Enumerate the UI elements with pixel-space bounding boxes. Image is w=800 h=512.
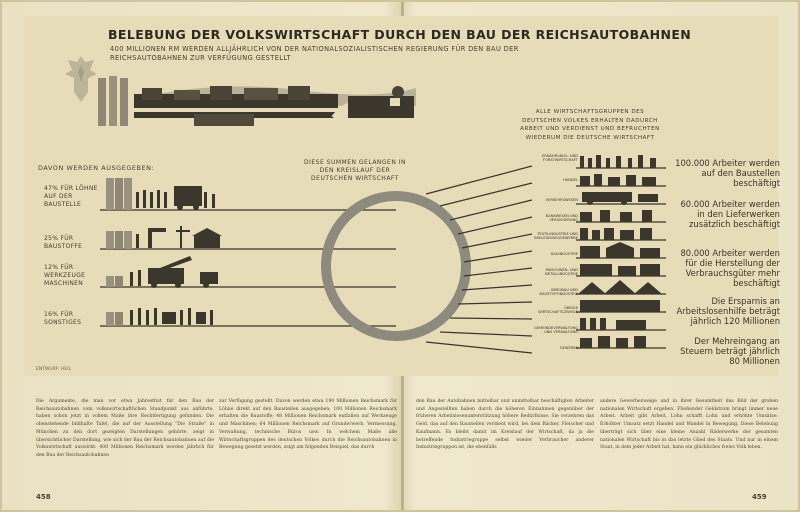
allocation-label-machines: 12% FÜR WERKZEUGE MASCHINEN [44, 264, 86, 287]
economy-ring [326, 196, 466, 336]
stat-supplier-workers: 60.000 Arbeiter werden in den Lieferwerken zusätzlich beschäftigt [680, 199, 780, 229]
sector-label: GEWERBE [559, 346, 578, 350]
page-number-left: 458 [36, 493, 51, 501]
sector-label: TEXTILINDUSTRIE UND BEKLEIDUNGSGEWERBE [534, 232, 578, 241]
sector-label: MASCHINEN- UND METALLINDUSTRIE [544, 268, 578, 277]
construction-panorama [98, 76, 416, 132]
sector-label: ERNÄHRUNGS- UND FORSTWIRTSCHAFT [541, 154, 578, 163]
sector-label: BANKWESEN UND VERSICHERUNG [545, 214, 578, 223]
sectors-intro: ALLE WIRTSCHAFTSGRUPPEN DES DEUTSCHEN VOLKES ERHALTEN DADURCH ARBEIT UND VERDIENST UND BEFRUCHTEN WIEDERUM DIE DEUTSCHE WIRTSCHAFT [520, 109, 660, 141]
design-credit: ENTWURF: HEIL [36, 367, 72, 372]
allocation-label-misc: 16% FÜR SONSTIGES [44, 311, 82, 326]
body-text-column-3: den Bau der Autobahnen mittelbar und unmittelbar beschäftigten Arbeiter und Angestellten haben durch die höheren Einnahmen gegenüber der früheren Arbeitslosenunterstützung höhere Bedürfnisse. Sie verzehren das Geld, das auf den Baustellen verdient wird, bei dem Bäcker, Fleischer und Kaufmann. Es bleibt damit im Kreislauf der Wirtschaft, da ja die betreffende Industriegruppe selbst wieder Verbraucher anderer Industriegruppen ist, die ebenfalls [416, 399, 594, 451]
circulation-note: DIESE SUMMEN GELANGEN IN DEN KREISLAUF DER DEUTSCHEN WIRTSCHAFT [303, 159, 407, 182]
stat-tax-revenue: Der Mehreingang an Steuern beträgt jährlich 80 Millionen [680, 336, 780, 366]
sector-label: BERGBAU UND BAUSTOFFINDUSTRIE [539, 288, 578, 297]
sector-label: GEMEINDEVERWALTUNG UND VERWALTUNG [534, 326, 578, 335]
body-text-column-4: andere Gewerbezweige und in ihrer Gesamtheit das Bild der großen nationalen Wirtschaft ergeben. Fließender Geldstrom bringt immer neue Arbeit. Arbeit gibt Arbeit, Lohn schafft Lohn und erhöhte Umsätze. Erhöhter Umsatz setzt Handel und Wandel in Bewegung. Diese Belebung überträgt sich über eine kleine Anzahl Räderwerke der gesamten nationalen Wirtschaft bis in das letzte Glied des Staats. Und nur in einem Staat, in dem jeder Arbeit hat, kann ein glückliches freies Volk leben. [600, 399, 778, 451]
allocation-label-materials: 25% FÜR BAUSTOFFE [44, 235, 83, 250]
allocation-label-wages: 47% FÜR LÖHNE AUF DER BAUSTELLE [44, 185, 98, 208]
stat-consumer-goods-workers: 80.000 Arbeiter werden für die Herstellung der Verbrauchsgüter mehr beschäftigt [680, 248, 780, 288]
allocation-heading: DAVON WERDEN AUSGEGEBEN: [38, 164, 155, 172]
sector-label: ÜBRIGE WIRTSCHAFTSZWEIGE [538, 306, 578, 315]
stat-unemployment-savings: Die Ersparnis an Arbeitslosenhilfe beträgt jährlich 120 Millionen [676, 296, 780, 326]
sector-label: BAUINDUSTRIE [550, 252, 578, 256]
infographic-subtitle: 400 MILLIONEN RM WERDEN ALLJÄHRLICH VON DER NATIONALSOZIALISTISCHEN REGIERUNG FÜR DEN BAU DER REICHSAUTOBAHNEN ZUR VERFÜGUNG GESTELLT [110, 45, 519, 62]
sector-label: VERKEHRSWESEN [545, 198, 578, 202]
page-number-right: 459 [752, 493, 767, 501]
eagle-emblem-icon [64, 52, 98, 104]
sector-shelves [576, 152, 666, 364]
infographic-title: BELEBUNG DER VOLKSWIRTSCHAFT DURCH DEN BAU DER REICHSAUTOBAHNEN [108, 27, 692, 42]
body-text-column-2: zur Verfügung gestellt. Davon werden etwa 190 Millionen Reichsmark für Löhne direkt auf den Baustellen ausgegeben; 100 Millionen Reichsmark erhalten die Baustoffe; 48 Millionen Reichsmark entfallen auf Werkzeuge und Maschinen; 64 Millionen Reichsmark auf Grunderwerb, Vermessung, Verwaltung, technische Büros usw. In welchem Maße alle Wirtschaftsgruppen des deutschen Volkes durch die Reichsautobahnen in Bewegung gesetzt werden, zeigt am folgenden Beispiel, das durch [219, 399, 397, 451]
sector-label: HANDEL [563, 178, 578, 182]
stat-site-workers: 100.000 Arbeiter werden auf den Baustellen beschäftigt [675, 158, 780, 188]
body-text-column-1: Die Argumente, die man vor etwa Jahresfrist für den Bau der Reichsautobahnen vom volkswirtschaftlichen Standpunkt aus anführte, haben schon jetzt in vollem Maße ihre Rechtfertigung gefunden. Die obenstehende bildhafte Tafel, die auf der Ausstellung "Die Straße" in München zu den dort gezeigten Darstellungen gehörte, zeigt in übersichtlicher Darstellung, wie sich der Bau der Reichsautobahnen auf die Volkswirtschaft auswirkt: 400 Millionen Reichsmark werden jährlich für den Bau der Reichsautobahnen [36, 399, 214, 458]
